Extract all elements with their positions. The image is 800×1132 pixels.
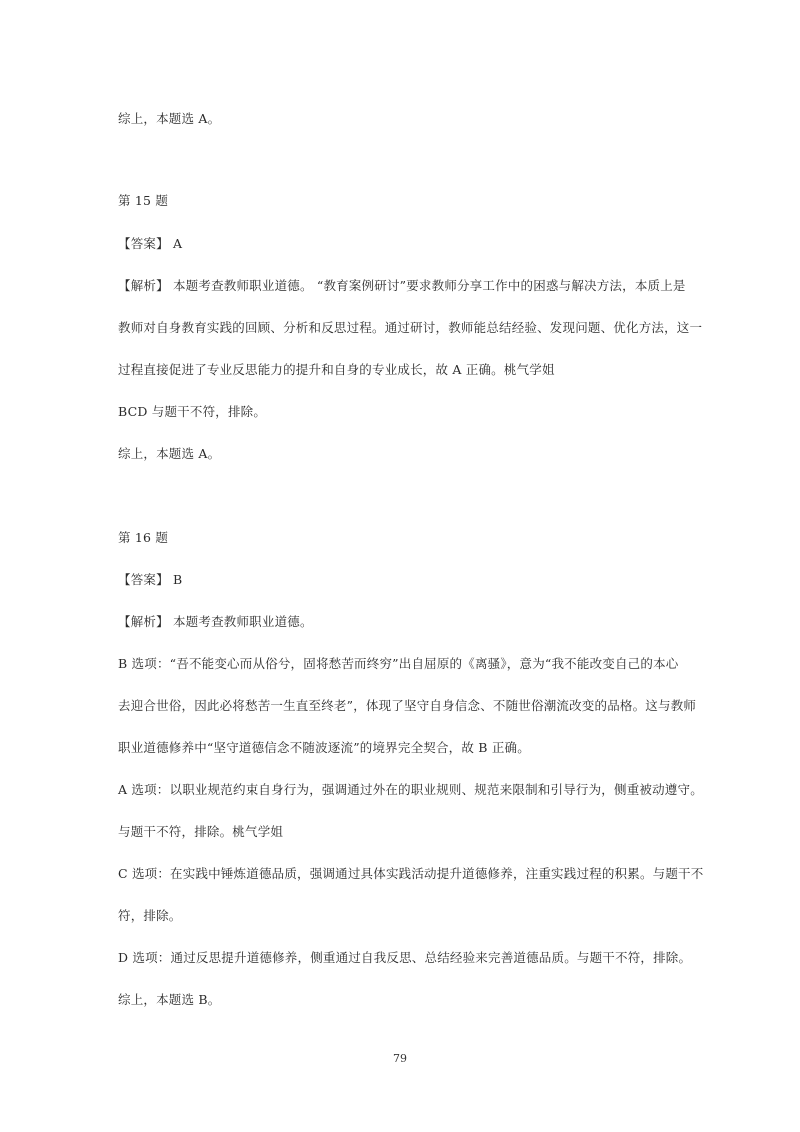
page-number: 79 <box>393 1052 407 1065</box>
question-15-analysis-line-2: 教师对自身教育实践的回顾、分析和反思过程。通过研讨，教师能总结经验、发现问题、优化方法，这一 <box>118 320 703 335</box>
question-16-option-d: D 选项：通过反思提升道德修养，侧重通过自我反思、总结经验来完善道德品质。与题干不符，排除。 <box>118 950 692 965</box>
question-15-analysis-line-1: 【解析】 本题考查教师职业道德。 “教育案例研讨”要求教师分享工作中的困惑与解决方法，本质上是 <box>118 278 686 293</box>
question-16-answer: 【答案】 B <box>118 572 183 587</box>
question-16-option-c-line-1: C 选项：在实践中锤炼道德品质，强调通过具体实践活动提升道德修养，注重实践过程的积累。与题干不 <box>118 866 704 881</box>
question-16-option-a-line-2: 与题干不符，排除。桃气学姐 <box>118 824 284 839</box>
question-15-heading: 第 15 题 <box>118 193 169 208</box>
question-15-answer: 【答案】 A <box>118 236 183 251</box>
summary-q14: 综上，本题选 A。 <box>118 111 221 126</box>
question-16-option-b-line-3: 职业道德修养中“坚守道德信念不随波逐流”的境界完全契合，故 B 正确。 <box>118 740 530 755</box>
question-15-analysis-line-3: 过程直接促进了专业反思能力的提升和自身的专业成长，故 A 正确。桃气学姐 <box>118 362 555 377</box>
question-16-heading: 第 16 题 <box>118 530 169 545</box>
question-16-option-a-line-1: A 选项：以职业规范约束自身行为，强调通过外在的职业规则、规范来限制和引导行为，侧重被动遵守。 <box>118 782 703 797</box>
summary-q15: 综上，本题选 A。 <box>118 446 221 461</box>
question-15-exclusion: BCD 与题干不符，排除。 <box>118 404 267 419</box>
summary-q16: 综上，本题选 B。 <box>118 992 221 1007</box>
question-16-analysis-intro: 【解析】 本题考查教师职业道德。 <box>118 614 313 629</box>
question-16-option-c-line-2: 符，排除。 <box>118 908 182 923</box>
question-16-option-b-line-2: 去迎合世俗，因此必将愁苦一生直至终老”，体现了坚守自身信念、不随世俗潮流改变的品格。这与教师 <box>118 698 697 713</box>
question-16-option-b-line-1: B 选项：“吾不能变心而从俗兮，固将愁苦而终穷”出自屈原的《离骚》，意为“我不能改变自己的本心 <box>118 656 679 671</box>
